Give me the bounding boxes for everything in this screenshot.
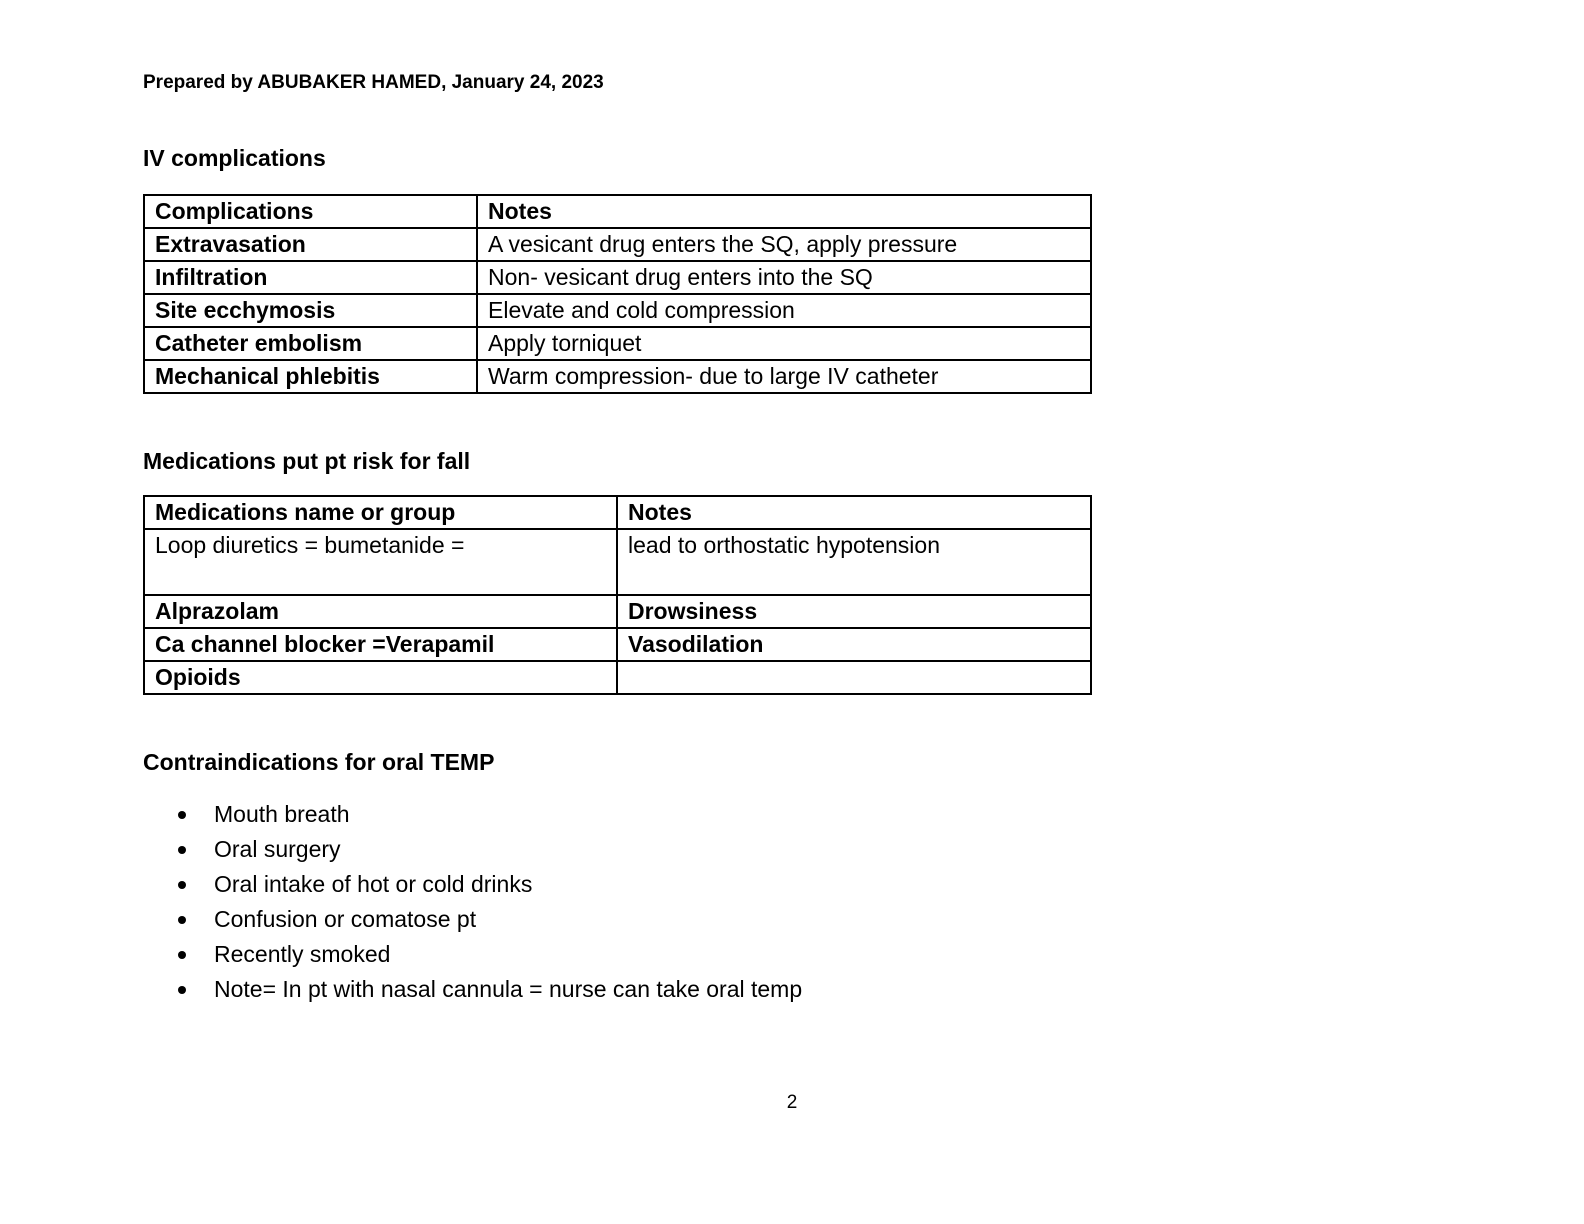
- column-header: Complications: [144, 195, 477, 228]
- medication-cell: Loop diuretics = bumetanide =: [144, 529, 617, 595]
- column-header: Notes: [617, 496, 1091, 529]
- iv-complications-table: [143, 194, 1092, 394]
- medication-cell: Opioids: [144, 661, 617, 694]
- list-item-text: Oral surgery: [214, 836, 341, 862]
- bullet-icon: [178, 811, 186, 819]
- table-row: [144, 294, 1091, 327]
- bullet-icon: [178, 986, 186, 994]
- bullet-icon: [178, 846, 186, 854]
- note-cell: [617, 661, 1091, 694]
- medication-cell: Ca channel blocker =Verapamil: [144, 628, 617, 661]
- column-header: Notes: [477, 195, 1091, 228]
- bullet-icon: [178, 916, 186, 924]
- note-cell: Drowsiness: [617, 595, 1091, 628]
- table-row: [144, 228, 1091, 261]
- note-cell: Non- vesicant drug enters into the SQ: [477, 261, 1091, 294]
- oral-temp-contraindications-list: [178, 797, 802, 1007]
- oral-temp-contraindications-heading: Contraindications for oral TEMP: [143, 749, 495, 775]
- list-item: [178, 937, 802, 972]
- table-header-row: [144, 195, 1091, 228]
- complication-cell: Mechanical phlebitis: [144, 360, 477, 393]
- fall-risk-medications-table: [143, 495, 1092, 695]
- list-item-text: Note= In pt with nasal cannula = nurse can take oral temp: [214, 976, 803, 1002]
- note-cell: Vasodilation: [617, 628, 1091, 661]
- list-item: [178, 832, 802, 867]
- list-item: [178, 797, 802, 832]
- list-item-text: Mouth breath: [214, 801, 350, 827]
- fall-risk-medications-heading: Medications put pt risk for fall: [143, 448, 471, 474]
- table-row: [144, 261, 1091, 294]
- table-row: [144, 595, 1091, 628]
- complication-cell: Catheter embolism: [144, 327, 477, 360]
- bullet-icon: [178, 951, 186, 959]
- note-cell: Elevate and cold compression: [477, 294, 1091, 327]
- note-cell: lead to orthostatic hypotension: [617, 529, 1091, 595]
- note-cell: A vesicant drug enters the SQ, apply pressure: [477, 228, 1091, 261]
- note-cell: Apply torniquet: [477, 327, 1091, 360]
- medication-cell: Alprazolam: [144, 595, 617, 628]
- page-number: 2: [786, 1092, 798, 1113]
- column-header: Medications name or group: [144, 496, 617, 529]
- table-row: [144, 360, 1091, 393]
- iv-complications-heading: IV complications: [143, 145, 326, 171]
- list-item-text: Recently smoked: [214, 941, 391, 967]
- document-header: Prepared by ABUBAKER HAMED, January 24, 2023: [143, 72, 604, 93]
- list-item-text: Oral intake of hot or cold drinks: [214, 871, 533, 897]
- list-item: [178, 867, 802, 902]
- table-row: [144, 661, 1091, 694]
- complication-cell: Site ecchymosis: [144, 294, 477, 327]
- table-row: [144, 529, 1091, 595]
- bullet-icon: [178, 881, 186, 889]
- complication-cell: Infiltration: [144, 261, 477, 294]
- table-row: [144, 327, 1091, 360]
- list-item: [178, 902, 802, 937]
- list-item: [178, 972, 802, 1007]
- list-item-text: Confusion or comatose pt: [214, 906, 477, 932]
- complication-cell: Extravasation: [144, 228, 477, 261]
- table-header-row: [144, 496, 1091, 529]
- table-row: [144, 628, 1091, 661]
- note-cell: Warm compression- due to large IV catheter: [477, 360, 1091, 393]
